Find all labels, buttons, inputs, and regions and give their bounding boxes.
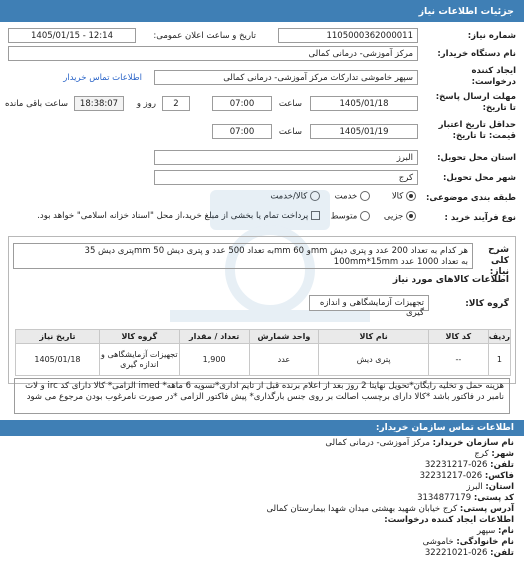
purchase-label: نوع فرآیند خرید : — [444, 213, 516, 223]
col-group: گروه کالا — [99, 330, 179, 344]
contact-line: نام: سپهر — [476, 526, 514, 536]
purchase-row — [8, 210, 516, 226]
page-title: جزئیات اطلاعات نیاز — [0, 0, 524, 22]
city-field: کرج — [154, 170, 418, 185]
deadline-time-field: 07:00 — [212, 96, 272, 111]
deadline-label: مهلت ارسال پاسخ: تا تاریخ: — [435, 92, 516, 113]
category-option-service[interactable]: خدمت — [335, 191, 370, 202]
validity-time-field: 07:00 — [212, 124, 272, 139]
province-row — [8, 150, 516, 166]
cell-qty: 1,900 — [179, 344, 249, 376]
contact-info — [14, 438, 514, 559]
contact-line: نام سازمان خریدار: مرکز آموزشی- درمانی کمالی — [325, 438, 514, 448]
creator-label: ایجاد کننده درخواست: — [471, 66, 516, 87]
cell-code: -- — [428, 344, 488, 376]
need-details-panel — [8, 236, 516, 384]
category-option-goods[interactable]: کالا — [392, 191, 416, 202]
deadline-time-label: ساعت — [278, 99, 302, 109]
creator-field: سپهر خاموشی تدارکات مرکز آموزشی- درمانی کمالی — [154, 70, 418, 85]
need-description-label: شرح کلی نیاز: — [488, 245, 509, 277]
need-number-field: 1105000362000011 — [278, 28, 418, 43]
col-code: کد کالا — [428, 330, 488, 344]
category-option-both[interactable]: کالا/خدمت — [270, 191, 320, 202]
remaining-time-field: 18:38:07 — [74, 96, 124, 111]
province-label: استان محل تحویل: — [437, 153, 516, 163]
goods-group-field: تجهیزات آزمایشگاهی و اندازه گیری — [309, 295, 429, 311]
cell-unit: عدد — [249, 344, 319, 376]
contact-line: کد پستی: 3134877179 — [417, 493, 514, 503]
contact-section-title: اطلاعات تماس سازمان خریدار: — [0, 420, 524, 436]
col-qty: تعداد / مقدار — [179, 330, 249, 344]
remaining-label: ساعت باقی مانده — [4, 99, 68, 109]
contact-line: استان: البرز — [466, 482, 514, 492]
buyer-field: مرکز آموزشی- درمانی کمالی — [8, 46, 418, 61]
cell-date: 1405/01/18 — [16, 344, 100, 376]
purchase-option-minor[interactable]: جزیی — [384, 211, 416, 222]
radio-icon[interactable] — [406, 211, 416, 221]
purchase-option-medium[interactable]: متوسط — [331, 211, 370, 222]
announce-field: 1405/01/15 - 12:14 — [8, 28, 136, 43]
contact-line: تلفن: 026-32231217 — [424, 460, 514, 470]
radio-icon[interactable] — [406, 191, 416, 201]
contact-line: آدرس پستی: کرج خیابان شهید بهشتی میدان شهدا بیمارستان کمالی — [266, 504, 514, 514]
col-index: ردیف — [488, 330, 510, 344]
treasury-option[interactable]: پرداخت تمام یا بخشی از مبلغ خرید،از محل "اسناد خزانه اسلامی" خواهد بود. — [37, 211, 320, 221]
province-field: البرز — [154, 150, 418, 165]
announce-label: تاریخ و ساعت اعلان عمومی: — [153, 31, 256, 41]
cell-group: تجهیزات آزمایشگاهی و اندازه گیری — [99, 344, 179, 376]
buyer-label: نام دستگاه خریدار: — [437, 49, 516, 59]
category-label: طبقه بندی موضوعی: — [426, 193, 516, 203]
radio-icon[interactable] — [360, 211, 370, 221]
checkbox-icon[interactable] — [311, 211, 320, 220]
validity-label: حداقل تاریخ اعتبار قیمت: تا تاریخ: — [438, 120, 516, 141]
table-header-row — [16, 330, 511, 344]
buyer-contact-link[interactable]: اطلاعات تماس خریدار — [63, 73, 142, 83]
buyer-row — [8, 46, 516, 62]
col-date: تاریخ نیاز — [16, 330, 100, 344]
days-field: 2 — [162, 96, 190, 111]
city-label: شهر محل تحویل: — [443, 173, 516, 183]
buyer-notes: هزینه حمل و تخلیه رایگان*تحویل نهایتا 2 روز بعد از اعلام برنده قبل از تایم اداری*تسویه 6 ماهه* imed الزامی* کالا دارای کد irc و لات نامبر در فاکتور باشد *کالا دارای برچسب اصالت بر روی جنس بارگذاری* پیش فاکتور الزامی *در صورت نامرغوب بودن مرجوع می شود — [14, 378, 510, 414]
days-label: روز و — [136, 99, 156, 109]
goods-table — [15, 329, 511, 376]
need-description-field: پتری دیش 35mm به تعداد 500 عدد و پتری دیش 50mm و 60mm هر کدام به تعداد 200 عدد و پتری دیش 100mm*15mm به تعداد 1000 عدد — [13, 243, 473, 269]
deadline-row — [4, 92, 516, 116]
radio-icon[interactable] — [360, 191, 370, 201]
category-row — [8, 190, 516, 206]
validity-time-label: ساعت — [278, 127, 302, 137]
cell-index: 1 — [488, 344, 510, 376]
contact-line: نام خانوادگی: خاموشی — [422, 537, 514, 547]
need-number-row — [8, 28, 516, 44]
deadline-date-field: 1405/01/18 — [310, 96, 418, 111]
col-name: نام کالا — [319, 330, 429, 344]
contact-line: شهر: کرج — [474, 449, 514, 459]
table-row[interactable] — [16, 344, 511, 376]
creator-row — [8, 66, 516, 90]
goods-section-title: اطلاعات کالاهای مورد نیاز — [392, 275, 509, 285]
cell-name: پتری دیش — [319, 344, 429, 376]
col-unit: واحد شمارش — [249, 330, 319, 344]
need-number-label: شماره نیاز: — [467, 31, 516, 41]
contact-line: اطلاعات ایجاد کننده درخواست: — [384, 515, 514, 525]
validity-row — [8, 120, 516, 144]
goods-group-label: گروه کالا: — [465, 299, 509, 309]
contact-line: تلفن: 026-32221021 — [424, 548, 514, 558]
radio-icon[interactable] — [310, 191, 320, 201]
validity-date-field: 1405/01/19 — [310, 124, 418, 139]
contact-line: فاکس: 026-32231217 — [419, 471, 514, 481]
city-row — [8, 170, 516, 186]
